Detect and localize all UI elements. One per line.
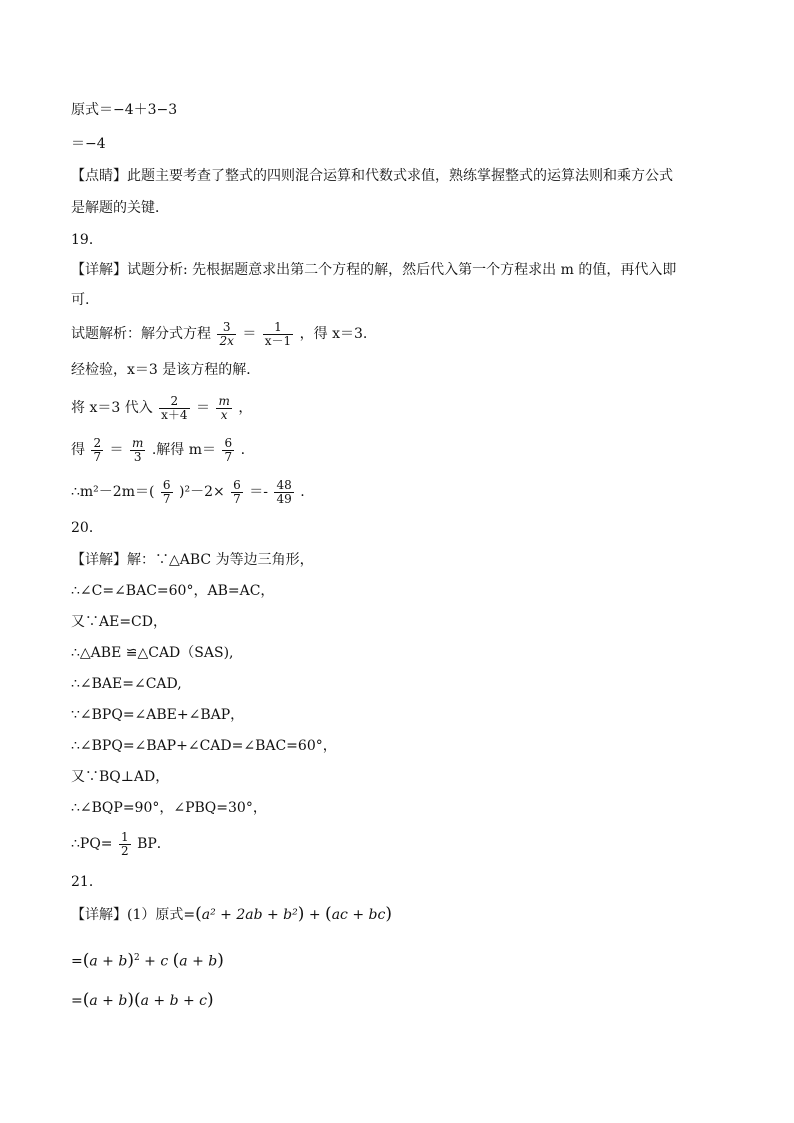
fraction: $\frac{3}{2x}$ <box>219 319 234 348</box>
q21-line2: $=(a + b)^2 + c$ (a + b) <box>71 950 224 971</box>
q20-line: ∴△ABE ≌△CAD（SAS), <box>71 645 234 661</box>
q21-number: 21． <box>71 874 103 890</box>
fraction: $\frac{1}{x-1}$ <box>264 319 292 348</box>
q20-line: ∴∠C=∠BAC=60°，AB=AC， <box>71 583 275 599</box>
q20-line: ∴∠BQP=90°，∠PBQ=30°， <box>71 800 267 816</box>
fraction: $\frac{2}{x+4}$ <box>161 393 188 422</box>
fraction: $\frac{48}{49}$ <box>276 477 292 506</box>
q19-detail-line1: 【详解】试题分析: 先根据题意求出第二个方程的解，然后代入第一个方程求出 m 的值，再代入即 <box>71 262 677 278</box>
q20-line: ∴∠BAE=∠CAD, <box>71 676 182 692</box>
fraction: $\frac{1}{2}$ <box>121 829 129 858</box>
q19-solution-prefix: 试题解析：解分式方程 <box>71 326 211 342</box>
q21-line1: 【详解】(1）原式=(a² + 2ab + b²) + (ac + bc) <box>71 904 392 924</box>
s18-tip-line1: 【点睛】此题主要考查了整式的四则混合运算和代数式求值，熟练掌握整式的运算法则和乘方公式 <box>71 168 673 184</box>
q19-final-line: ∴m²－2m＝( $\frac{6}{7}$ )²－2× $\frac{6}{7}$ ＝- $\frac{48}{49}$ . <box>71 477 305 506</box>
s18-tip-line2: 是解题的关键． <box>71 200 169 216</box>
s18-line2: ＝−4 <box>71 136 106 152</box>
q20-line: ∴∠BPQ=∠BAP+∠CAD=∠BAC=60°， <box>71 738 337 754</box>
fraction: $\frac{6}{7}$ <box>233 477 241 506</box>
q19-number: 19． <box>71 232 103 248</box>
s18-line1: 原式＝−4＋3−3 <box>71 102 178 118</box>
fraction: $\frac{m}{x}$ <box>218 393 230 422</box>
q19-detail-line2: 可. <box>71 292 90 308</box>
q20-line: 又∵AE=CD， <box>71 614 167 630</box>
fraction: $\frac{6}{7}$ <box>162 477 171 506</box>
fraction: $\frac{6}{7}$ <box>224 435 233 464</box>
fraction: $\frac{2}{7}$ <box>93 435 102 464</box>
q19-solution-line: 试题解析：解分式方程 $\frac{3}{2x}$ ＝ $\frac{1}{x-1}$ ，得 x＝3. <box>71 319 368 348</box>
q19-check-line: 经检验，x＝3 是该方程的解． <box>71 362 261 378</box>
q19-result-line: 得 $\frac{2}{7}$ ＝ $\frac{m}{3}$ .解得 m＝ $\frac{6}{7}$ . <box>71 435 246 464</box>
q20-line: ∵∠BPQ=∠ABE+∠BAP， <box>71 707 245 723</box>
q19-substitute-line: 将 x＝3 代入 $\frac{2}{x+4}$ ＝ $\frac{m}{x}$ ， <box>71 393 253 422</box>
q20-line: 又∵BQ⊥AD， <box>71 769 170 785</box>
q20-number: 20． <box>71 520 103 536</box>
q20-conclusion-line: ∴PQ= $\frac{1}{2}$ BP． <box>71 829 171 858</box>
q20-line: 【详解】解：∵△ABC 为等边三角形， <box>71 552 314 568</box>
fraction: $\frac{m}{3}$ <box>132 435 144 464</box>
q21-line3: =(a + b)(a + b + c) <box>71 990 214 1010</box>
